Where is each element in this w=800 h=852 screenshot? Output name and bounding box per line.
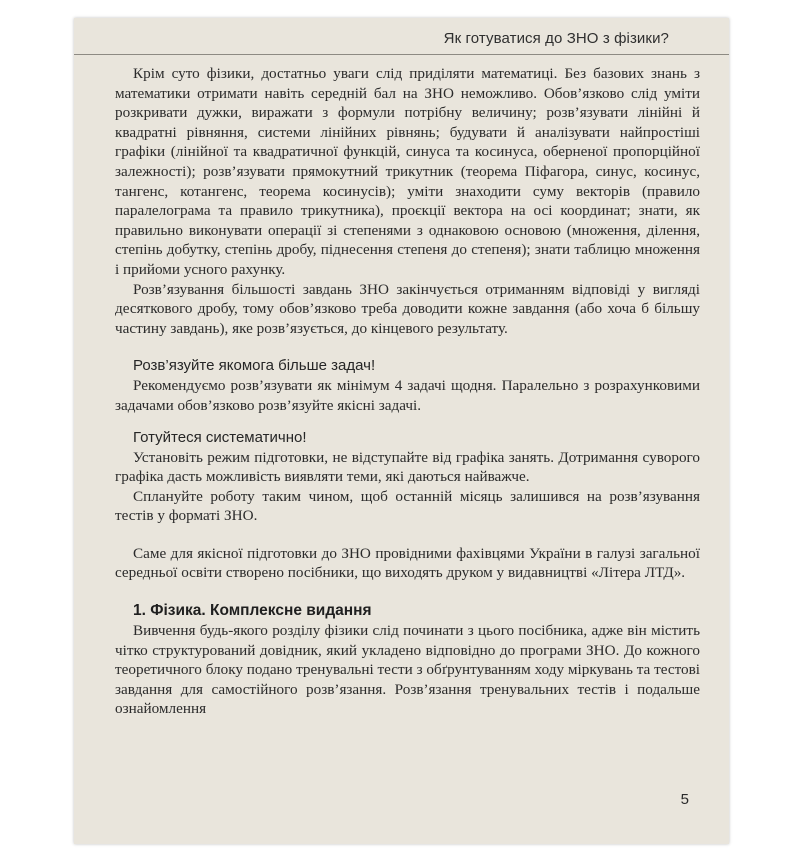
paragraph-math: Крім суто фізики, достатньо уваги слід приділяти математиці. Без базових знань з математики отримати навіть середній бал на ЗНО неможливо. Обов’язково слід уміти розкривати дужки, виражати з формули потрібну величину; розв’язувати лінійні й квадратні рівняння, системи лінійних рівнянь; будувати й аналізувати найпростіші графіки (лінійної та квадратичної функцій, синуса та косинуса, оберненої пропорційної залежності); розв’язувати прямокутний трикутник (теорема Піфагора, синус, косинус, тангенс, котангенс, теорема косинусів); уміти знаходити суму векторів (правило паралелограма та правило трикутника), проєкції вектора на осі координат; знати, як правильно виконувати операції зі степенями з однаковою основою (множення, ділення, степінь добутку, степінь дробу, піднесення степеня до степеня); знати таблицю множення і прийоми усного рахунку.: [115, 65, 700, 278]
section-heading-physics: 1. Фізика. Комплексне видання: [133, 602, 372, 620]
subheading-systematic: Готуйтеся систематично!: [133, 428, 307, 446]
paragraph-schedule: Установіть режим підготовки, не відступайте від графіка занять. Дотримання суворого графіка дасть можливість виявляти теми, які даються найважче.: [115, 448, 700, 486]
paragraph-physics-book: Вивчення будь-якого розділу фізики слід починати з цього посібника, адже він містить чітко структурований довідник, який укладено відповідно до програми ЗНО. До кожного теоретичного блоку подано тренувальні тести з обґрунтуванням ходу міркувань та тестові завдання для самостійного розв’язання. Розв’язання тренувальних тестів і подальше ознайомлення: [115, 622, 700, 718]
running-header: [74, 18, 729, 55]
page-content: [115, 64, 700, 719]
paragraph-decimal-answers: Розв’язування більшості завдань ЗНО закінчується отриманням відповіді у вигляді десяткового дробу, тому обов’язково треба доводити кожне завдання (або хоча б більшу частину завдань), яке розв’язується, до кінцевого результату.: [115, 280, 700, 337]
running-header-title: Як готуватися до ЗНО з фізики?: [443, 30, 669, 47]
page-number: 5: [680, 791, 689, 808]
paragraph-daily-problems: Рекомендуємо розв’язувати як мінімум 4 задачі щодня. Паралельно з розрахунковими задачами обов’язково розв’язуйте якісні задачі.: [115, 377, 700, 414]
book-page: [74, 18, 729, 844]
paragraph-publisher: Саме для якісної підготовки до ЗНО провідними фахівцями України в галузі загальної середньої освіти створено посібники, що виходять друком у видавництві «Літера ЛТД».: [115, 544, 700, 582]
subheading-solve-more: Розв’язуйте якомога більше задач!: [133, 357, 376, 375]
paragraph-last-month: Сплануйте роботу таким чином, щоб останній місяць залишився на розв’язування тестів у форматі ЗНО.: [115, 487, 700, 525]
